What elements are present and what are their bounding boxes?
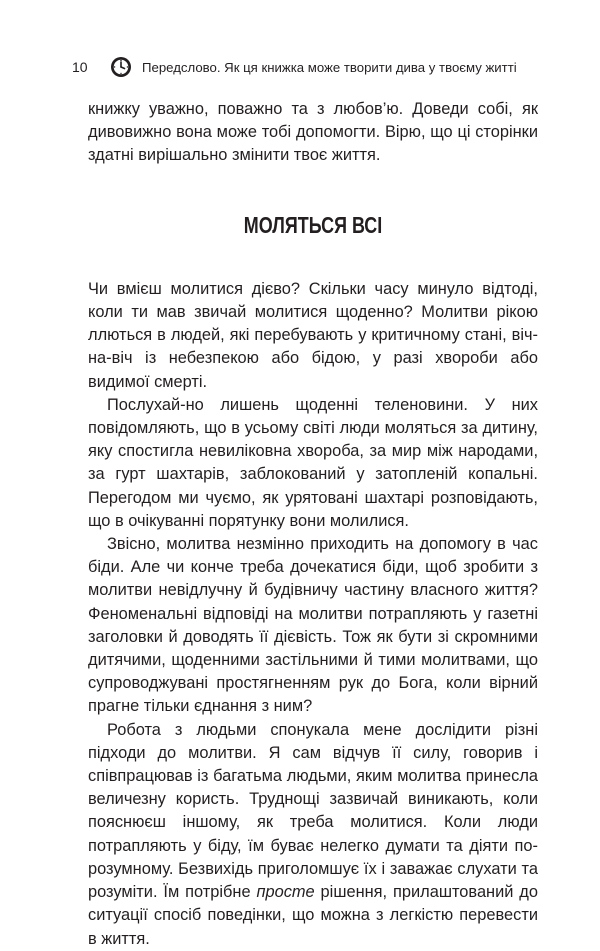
section-heading: МОЛЯТЬСЯ ВСІ xyxy=(243,211,383,238)
clock-icon xyxy=(110,56,132,78)
page-number: 10 xyxy=(72,59,88,75)
running-header xyxy=(72,54,542,80)
paragraph-text: рішення, прилаштований до ситуації спосіб поведінки, що можна з легкістю перевести в життя. xyxy=(88,883,538,948)
running-title: Передслово. Як ця книжка може творити дива у твоєму житті xyxy=(142,59,517,75)
body-paragraph: Звісно, молитва незмінно приходить на допомогу в час біди. Але чи конче треба дочекатися біди, щоб зробити з молитви невідлучну й будівничу частину власного життя? Феноменальні відповіді на молитви потрапляють у газетні заголовки й доводять її дієвість. Тож як бути зі скромними дитячими, щоденними застільними й тими молитвами, що супроводжувані простягненням рук до Бога, коли вірний прагне тільки єднання з ним? xyxy=(88,535,538,716)
page-body xyxy=(88,98,538,951)
body-paragraph-last xyxy=(88,719,538,951)
body-paragraph: Чи вмієш молитися дієво? Скільки часу минуло відтоді, коли ти мав звичай молитися щоденно? Молитви рікою ллються в людей, які перебувають у критичному стані, віч-на-віч із небезпекою або бідою, у разі хвороби або видимої смерті. xyxy=(88,279,538,391)
opening-paragraph: книжку уважно, поважно та з любов’ю. Доведи собі, як дивовижно вона може тобі допомогти. Вірю, що ці сторінки здатні вирішально змінити твоє життя. xyxy=(88,100,538,165)
emphasized-word: просте xyxy=(256,883,315,902)
paragraph-text: Робота з людьми спонукала мене дослідити різні підходи до молитви. Я сам відчув її силу, говорив і співпрацював із багатьма людьми, яким молитва принесла величезну користь. Труднощі зазвичай виникають, коли пояснюєш іншому, як треба молитися. Коли люди потрапляють у біду, їм буває нелегко думати та діяти по-розумному. Безвихідь приголомшує їх і заважає слухати та розуміти. Їм потрібне xyxy=(88,720,538,902)
body-paragraph: Послухай-но лишень щоденні теленовини. У них повідомляють, що в усьому світі люди моляться за дитину, яку спостигла невиліковна хвороба, за мир між народами, за гурт шахтарів, заблокований у затопленій копальні. Перегодом ми чуємо, як урятовані шахтарі розповідають, що в очікуванні порятунку вони молилися. xyxy=(88,395,538,530)
